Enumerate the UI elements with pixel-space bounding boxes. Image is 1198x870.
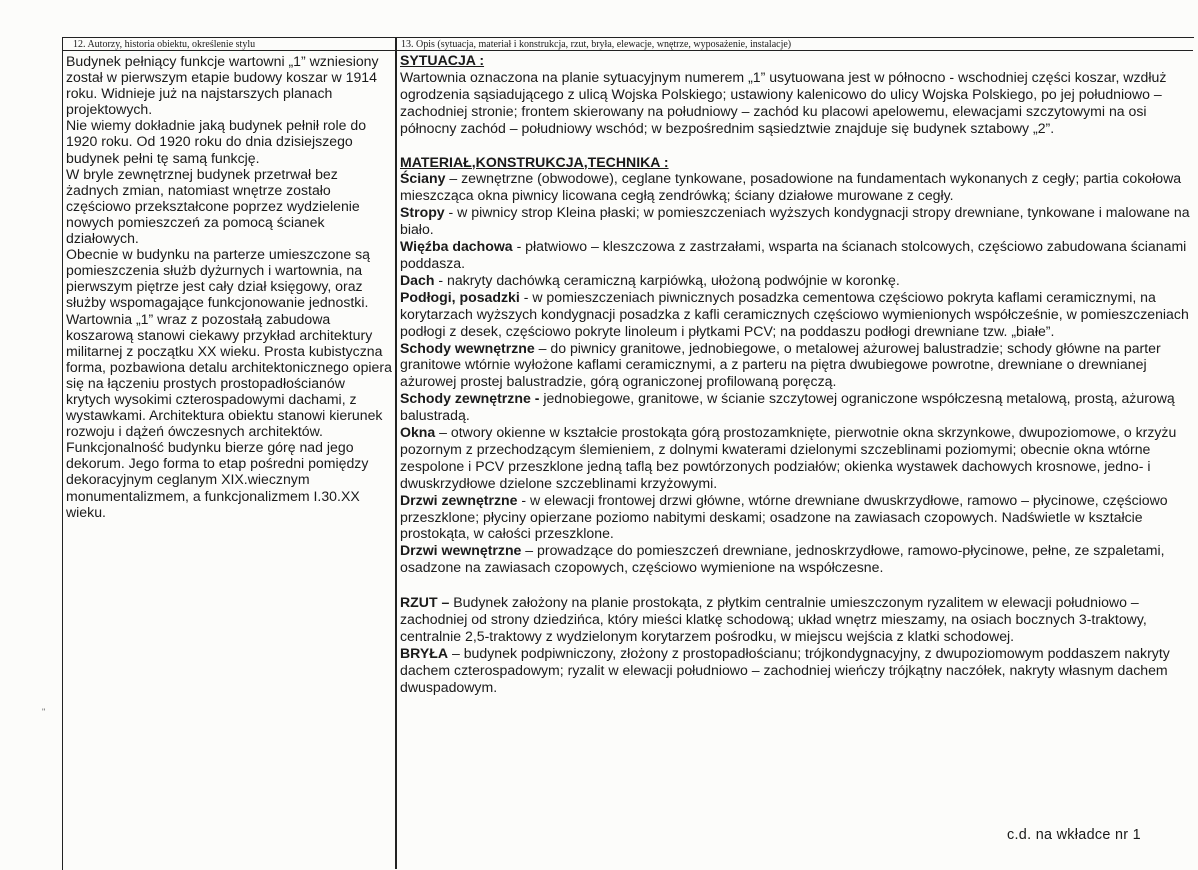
material-text: – prowadzące do pomieszczeń drewniane, jednoskrzydłowe, ramowo-płycinowe, pełne, ze szpaletami, osadzone na zawiasach czopowych, częściowo wymienione na współczesne. [400, 542, 1165, 576]
material-item [400, 204, 1190, 238]
material-term: Ściany [400, 170, 446, 187]
history-paragraph: Nie wiemy dokładnie jaką budynek pełnił role do 1920 roku. Od 1920 roku do dnia dzisiejszego budynek pełni tę samą funkcję. [66, 117, 367, 166]
material-item [400, 238, 1190, 272]
material-term: Więźba dachowa [400, 238, 513, 255]
rzut-paragraph [400, 594, 1190, 645]
material-text: jednobiegowe, granitowe, w ścianie szczytowej ograniczone współczesną metalową, prostą, ażurową balustradą. [400, 390, 1175, 424]
material-item [400, 424, 1190, 492]
material-text: – otwory okienne w kształcie prostokąta górą prostozamknięte, pierwotnie okna skrzynkowe, dwupoziomowe, o krzyżu pozornym z przechodzącym ślemieniem, z dolnymi kwaterami dzielonymi szczeblinami poziomymi; obecnie okna wtórne zespolone i PCV przeszklone jedną taflą bez powtórzonych podziałów; okienka wystawek dachowych krosnowe, jedno- i dwuskrzydłowe dzielone szczeblinami krzyżowymi. [400, 424, 1177, 491]
material-item [400, 289, 1190, 340]
rzut-text: Budynek założony na planie prostokąta, z płytkim centralnie umieszczonym ryzalitem w elewacji południowo – zachodniej od strony dziedzińca, który mieści klatkę schodową; układ wnętrz mieszamy, na osiach bocznych 3-traktowy, centralnie 2,5-traktowy z wydzielonym korytarzem pośrodku, w miejscu wejścia z klatki schodowej. [400, 594, 1147, 644]
bryla-term: BRYŁA [400, 644, 449, 661]
material-term: Drzwi zewnętrzne [400, 491, 518, 508]
material-item [400, 390, 1190, 424]
history-column [66, 53, 392, 520]
history-paragraph: W bryle zewnętrznej budynek przetrwał bez żadnych zmian, natomiast wnętrze zostało częściowo przekształcone poprzez wydzielenie nowych pomieszczeń za pomocą ścianek działowych. [66, 165, 360, 247]
material-text: - w piwnicy strop Kleina płaski; w pomieszczeniach wyższych kondygnacji stropy drewniane, tynkowane i malowane na biało. [400, 204, 1190, 238]
material-text: - w elewacji frontowej drzwi główne, wtórne drewniane dwuskrzydłowe, ramowo – płycinowe, częściowo przeszklone; płyciny opierzane poziomo nabitymi deskami; osadzone na zawiasach czopowych. Nadświetle w kształcie prostokąta, w całości przeszklone. [400, 491, 1168, 542]
description-column [400, 52, 1190, 696]
material-item [400, 272, 1190, 289]
bryla-text: – budynek podpiwniczony, złożony z prostopadłościanu; trójkondygnacyjny, z dwupoziomowym poddaszem nakryty dachem czterospadowym; ryzalit w elewacji południowo – zachodniej wieńczy trójkątny naczółek, nakryty własnym dachem dwuspadowym. [400, 644, 1170, 695]
section-title-material: MATERIAŁ,KONSTRUKCJA,TECHNIKA : [400, 153, 669, 170]
material-term: Drzwi wewnętrzne [400, 542, 522, 559]
material-term: Podłogi, posadzki [400, 288, 520, 305]
material-text: - w pomieszczeniach piwnicznych posadzka cementowa częściowo pokryta kaflami ceramicznymi, na korytarzach wyższych kondygnacji posadzka z kafli ceramicznych częściowo wymienionych współcześnie, w pomieszczeniach podłogi z desek, częściowo pokryte linoleum i płytkami PCV; na poddaszu podłogi drewniane tzw. „białe”. [400, 288, 1189, 339]
sytuacja-text: Wartownia oznaczona na planie sytuacyjnym numerem „1” usytuowana jest w północno - wschodniej części koszar, wzdłuż ogrodzenia sąsiadującego z ulicą Wojska Polskiego; ustawiony kalenicowo do ulicy Wojska Polskiego, po jej południowo – zachodniej stronie; frontem skierowany na południowy – zachód ku placowi apelowemu, elewacjami szczytowymi na osi północny zachód – południowy wschód; w bezpośrednim sąsiedztwie znajduje się budynek sztabowy „2”. [400, 68, 1167, 136]
material-text: - płatwiowo – kleszczowa z zastrzałami, wsparta na ścianach stolcowych, częściowo zabudowana ścianami poddasza. [400, 238, 1187, 271]
material-item [400, 170, 1190, 204]
material-term: Schody zewnętrzne - [400, 390, 540, 407]
material-item [400, 542, 1190, 576]
history-paragraph: Budynek pełniący funkcje wartowni „1” wzniesiony został w pierwszym etapie budowy koszar w 1914 roku. Widnieje już na najstarszych planach projektowych. [66, 53, 379, 118]
scan-speck: " [42, 707, 46, 717]
right-column-header: 13. Opis (sytuacja, materiał i konstrukcja, rzut, bryła, elewacje, wnętrze, wyposażenie, instalacje) [397, 38, 1193, 51]
bryla-paragraph [400, 645, 1190, 696]
material-text: – zewnętrzne (obwodowe), ceglane tynkowane, posadowione na fundamentach wykonanych z cegły; partia cokołowa mieszcząca okna piwnicy licowana cegłą zendrówką; ściany działowe murowane z cegły. [400, 170, 1182, 204]
material-item [400, 492, 1190, 543]
material-term: Stropy [400, 204, 445, 221]
continuation-note: c.d. na wkładce nr 1 [1007, 827, 1141, 843]
material-item [400, 340, 1190, 391]
material-term: Okna [400, 424, 436, 441]
material-text: – do piwnicy granitowe, jednobiegowe, o metalowej ażurowej balustradzie; schody główne na parter granitowe wtórnie wyłożone kaflami ceramicznymi, a z parteru na piętra dwubiegowe powrotne, drewniane o drewnianej ażurowej prostej balustradzie, górą ograniczonej profilowaną poręczą. [400, 339, 1161, 390]
rzut-term: RZUT – [400, 594, 450, 611]
material-text: - nakryty dachówką ceramiczną karpiówką, ułożoną podwójnie w koronkę. [434, 271, 900, 288]
material-term: Schody wewnętrzne [400, 339, 535, 356]
left-column-header: 12. Autorzy, historia obiektu, określenie stylu [63, 38, 395, 51]
section-title-sytuacja: SYTUACJA : [400, 52, 485, 68]
history-paragraph: Obecnie w budynku na parterze umieszczone są pomieszczenia służb dyżurnych i wartownia, na pierwszym piętrze jest cały dział księgowy, oraz służby wspomagające funkcjonowanie jednostki. [66, 246, 370, 311]
material-term: Dach [400, 271, 435, 288]
column-divider [395, 37, 397, 869]
history-paragraph: Wartownia „1” wraz z pozostałą zabudowa koszarową stanowi ciekawy przykład architektury militarnej z początku XX wieku. Prosta kubistyczna forma, pozbawiona detalu architektonicznego opiera się na łączeniu prostych prostopadłościanów krytych wysokimi czterospadowymi dachami, z wystawkami. Architektura obiektu stanowi kierunek rozwoju i dążeń ówczesnych architektów. Funkcjonalność budynku bierze górę nad jego dekorum. Jego forma to etap pośredni pomiędzy dekoracyjnym ceglanym XIX.wiecznym monumentalizmem, a funkcjonalizmem I.30.XX wieku. [66, 310, 392, 520]
